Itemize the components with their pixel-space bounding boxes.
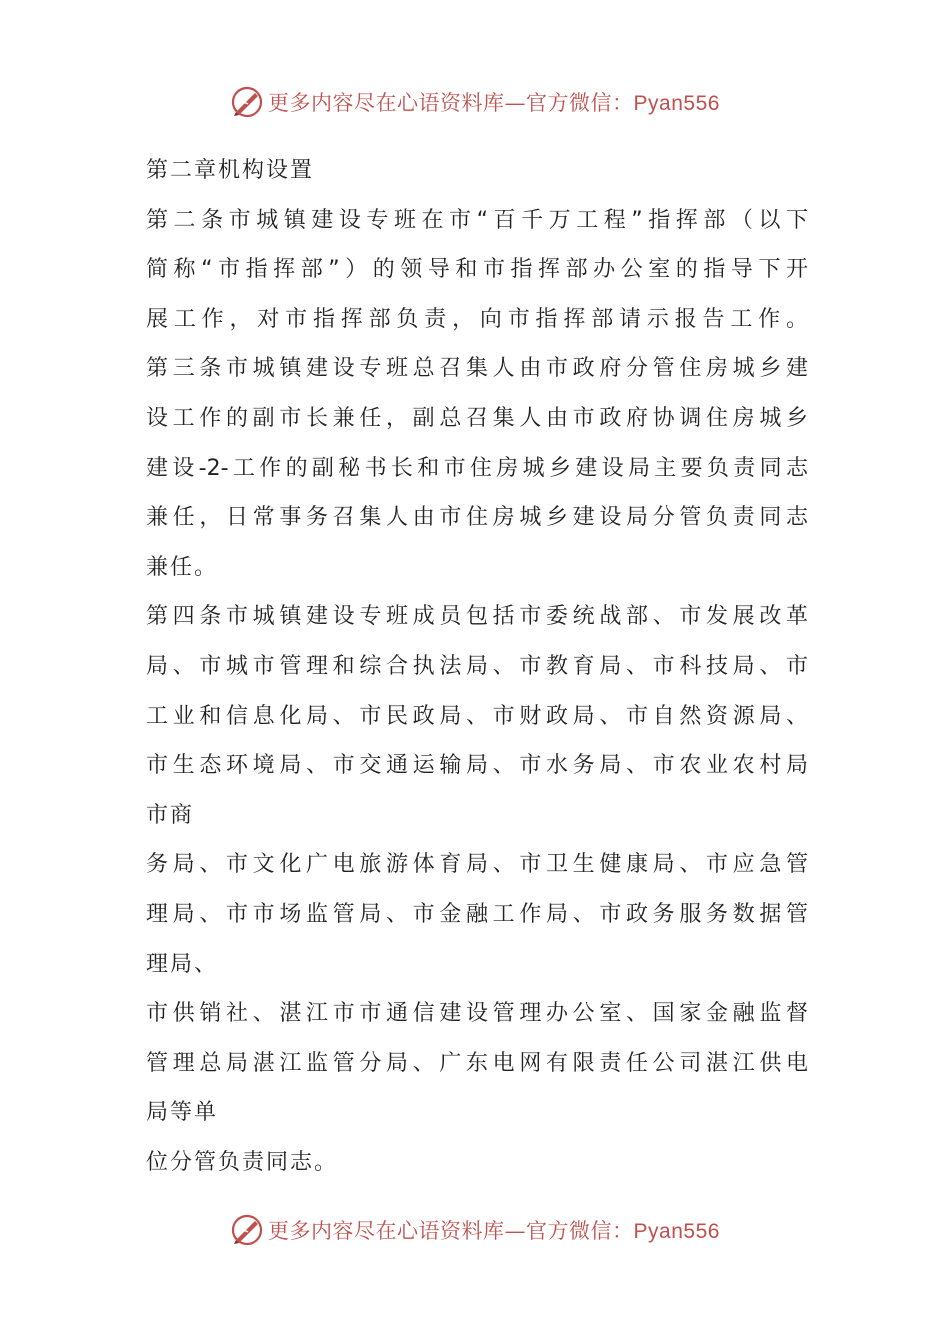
wechat-id: Pyan556 [633, 92, 720, 115]
text-line: 简称“市指挥部”）的领导和市指挥部办公室的指导下开 [146, 257, 808, 283]
chapter-title: 第二章机构设置 [146, 158, 315, 183]
text-line: 兼任，日常事务召集人由市住房城乡建设局分管负责同志 [146, 505, 808, 531]
text-line: 务局、市文化广电旅游体育局、市卫生健康局、市应急管 [146, 852, 808, 878]
text-line: 市生态环境局、市交通运输局、市水务局、市农业农村局 [146, 753, 808, 779]
header-banner [0, 82, 950, 122]
footer-banner [0, 1210, 950, 1250]
text-line: 管理总局湛江监管分局、广东电网有限责任公司湛江供电 [146, 1050, 808, 1076]
text-line: 设工作的副市长兼任，副总召集人由市政府协调住房城乡 [146, 405, 808, 431]
text-line: 第三条市城镇建设专班总召集人由市政府分管住房城乡建 [146, 356, 808, 382]
text-line: 局、市城市管理和综合执法局、市教育局、市科技局、市 [146, 653, 808, 679]
document-body [146, 146, 808, 1187]
text-line: 展工作，对市指挥部负责，向市指挥部请示报告工作。 [146, 306, 808, 332]
text-line: 第二条市城镇建设专班在市“百千万工程”指挥部（以下 [146, 207, 808, 233]
pen-logo-icon [230, 1213, 264, 1247]
text-line: 建设-2-工作的副秘书长和市住房城乡建设局主要负责同志 [146, 455, 808, 481]
footer-banner-text: 更多内容尽在心语资料库—官方微信：Pyan556 [268, 1219, 720, 1243]
header-banner-text: 更多内容尽在心语资料库—官方微信：Pyan556 [268, 91, 720, 115]
wechat-id: Pyan556 [633, 1220, 720, 1243]
text-line: 第四条市城镇建设专班成员包括市委统战部、市发展改革 [146, 604, 808, 630]
text-line: 理局、 [146, 951, 219, 977]
text-line: 理局、市市场监管局、市金融工作局、市政务服务数据管 [146, 901, 808, 927]
text-line: 局等单 [146, 1100, 219, 1126]
text-line: 市商 [146, 802, 195, 828]
text-line: 市供销社、湛江市市通信建设管理办公室、国家金融监督 [146, 1001, 808, 1027]
text-line: 兼任。 [146, 554, 219, 580]
text-line: 位分管负责同志。 [146, 1149, 339, 1175]
pen-logo-icon [230, 85, 264, 119]
text-line: 工业和信息化局、市民政局、市财政局、市自然资源局、 [146, 703, 808, 729]
